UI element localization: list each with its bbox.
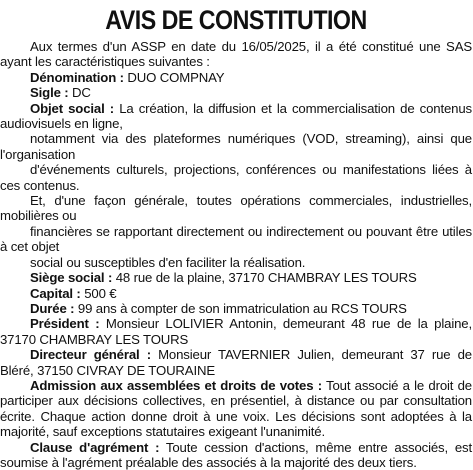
admission-value: Tout associé a le droit de participer aux décisions collectives, en présentiel, à distance ou par consultation écrite. Chaque action donne droit à une voix. Les décisions sont adoptées à la majorité, sauf exceptions statutaires exigeant l'unanimité. bbox=[0, 377, 472, 440]
siege-social-label: Siège social : bbox=[30, 270, 113, 286]
sigle-line bbox=[0, 85, 472, 100]
denomination-line bbox=[0, 70, 472, 85]
objet-social-label: Objet social : bbox=[30, 100, 115, 116]
directeur-general-value: Monsieur TAVERNIER Julien, demeurant 37 rue de Bléré, 37150 CIVRAY DE TOURAINE bbox=[0, 347, 472, 378]
objet-social-continuation-1: notamment via des plateformes numériques (VOD, streaming), ainsi que l'organisation bbox=[0, 131, 472, 162]
siege-social-line bbox=[0, 270, 472, 285]
duree-line bbox=[0, 301, 472, 316]
objet-social-continuation-2: d'événements culturels, projections, conférences ou manifestations liées à ces contenus. bbox=[0, 162, 472, 193]
agrement-label: Clause d'agrément : bbox=[30, 439, 160, 455]
siege-social-value: 48 rue de la plaine, 37170 CHAMBRAY LES TOURS bbox=[112, 270, 417, 286]
capital-value: 500 € bbox=[80, 285, 117, 301]
intro-paragraph: Aux termes d'un ASSP en date du 16/05/2025, il a été constitué une SAS ayant les caractéristiques suivantes : bbox=[0, 39, 472, 70]
legal-notice bbox=[0, 4, 473, 470]
sigle-value: DC bbox=[68, 85, 91, 101]
objet-social-value: La création, la diffusion et la commercialisation de contenus audiovisuels en ligne, bbox=[0, 100, 472, 132]
capital-line bbox=[0, 286, 472, 301]
objet-social-continuation-3: Et, d'une façon générale, toutes opérations commerciales, industrielles, mobilières ou bbox=[0, 193, 472, 224]
denomination-label: Dénomination : bbox=[30, 69, 124, 85]
president-value: Monsieur LOLIVIER Antonin, demeurant 48 rue de la plaine, 37170 CHAMBRAY LES TOURS bbox=[0, 316, 472, 347]
notice-body bbox=[0, 39, 472, 470]
admission-label: Admission aux assemblées et droits de votes : bbox=[30, 377, 322, 393]
directeur-general-label: Directeur général : bbox=[30, 347, 151, 363]
objet-social-continuation-4: financières se rapportant directement ou indirectement ou pouvant être utiles à cet objet bbox=[0, 223, 472, 255]
president-line bbox=[0, 316, 472, 347]
duree-label: Durée : bbox=[30, 300, 75, 316]
capital-label: Capital : bbox=[30, 285, 81, 301]
admission-paragraph bbox=[0, 378, 472, 440]
objet-social-continuation-5: social ou susceptibles d'en faciliter la réalisation. bbox=[30, 254, 306, 270]
duree-value: 99 ans à compter de son immatriculation au RCS TOURS bbox=[74, 300, 407, 316]
objet-social-line bbox=[0, 101, 472, 132]
directeur-general-line bbox=[0, 347, 472, 378]
president-label: Président : bbox=[30, 316, 100, 332]
denomination-value: DUO COMPNAY bbox=[123, 69, 225, 85]
sigle-label: Sigle : bbox=[30, 85, 69, 101]
agrement-value: Toute cession d'actions, même entre associés, est soumise à l'agrément préalable des associés à la majorité des deux tiers. bbox=[0, 439, 472, 470]
notice-title: AVIS DE CONSTITUTION bbox=[105, 5, 367, 35]
